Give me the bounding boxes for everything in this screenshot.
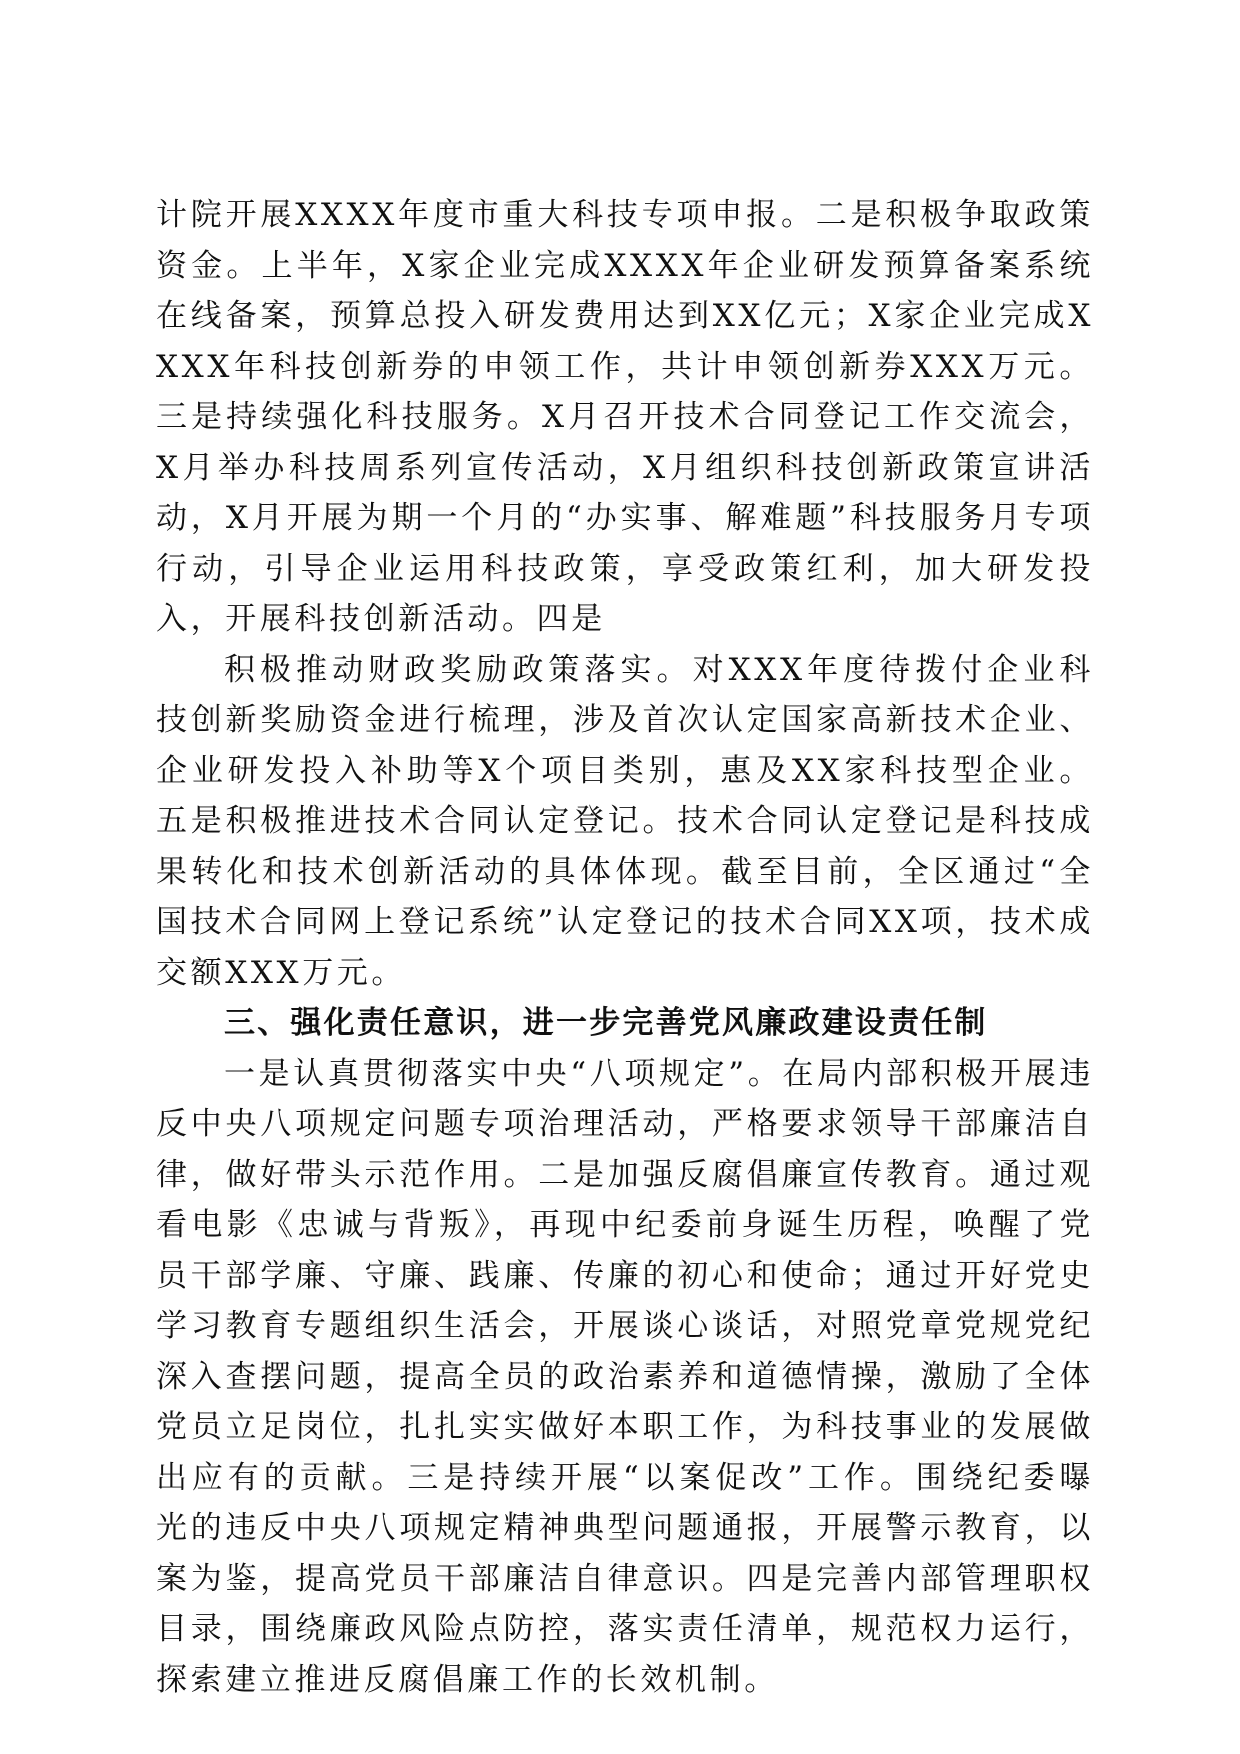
section-heading-3: 三、强化责任意识，进一步完善党风廉政建设责任制	[224, 1005, 988, 1041]
document-body	[156, 190, 1094, 1705]
paragraph-integrity-work: 一是认真贯彻落实中央“八项规定”。在局内部积极开展违反中央八项规定问题专项治理活动，严格要求领导干部廉洁自律，做好带头示范作用。二是加强反腐倡廉宣传教育。通过观看电影《忠诚与背叛》，再现中纪委前身诞生历程，唤醒了党员干部学廉、守廉、践廉、传廉的初心和使命；通过开好党史学习教育专题组织生活会，开展谈心谈话，对照党章党规党纪深入查摆问题，提高全员的政治素养和道德情操，激励了全体党员立足岗位，扎扎实实做好本职工作，为科技事业的发展做出应有的贡献。三是持续开展“以案促改”工作。围绕纪委曝光的违反中央八项规定精神典型问题通报，开展警示教育，以案为鉴，提高党员干部廉洁自律意识。四是完善内部管理职权目录，围绕廉政风险点防控，落实责任清单，规范权力运行，探索建立推进反腐倡廉工作的长效机制。	[156, 1055, 1094, 1698]
paragraph-finance-incentives: 积极推动财政奖励政策落实。对XXX年度待拨付企业科技创新奖励资金进行梳理，涉及首次认定国家高新技术企业、企业研发投入补助等X个项目类别，惠及XX家科技型企业。五是积极推进技术合同认定登记。技术合同认定登记是科技成果转化和技术创新活动的具体体现。截至目前，全区通过“全国技术合同网上登记系统”认定登记的技术合同XX项，技术成交额XXX万元。	[156, 651, 1094, 991]
paragraph-continuation: 计院开展XXXX年度市重大科技专项申报。二是积极争取政策资金。上半年，X家企业完成XXXX年企业研发预算备案系统在线备案，预算总投入研发费用达到XX亿元；X家企业完成XXXX年科技创新券的申领工作，共计申领创新券XXX万元。三是持续强化科技服务。X月召开技术合同登记工作交流会，X月举办科技周系列宣传活动，X月组织科技创新政策宣讲活动，X月开展为期一个月的“办实事、解难题”科技服务月专项行动，引导企业运用科技政策，享受政策红利，加大研发投入，开展科技创新活动。四是	[156, 197, 1094, 637]
